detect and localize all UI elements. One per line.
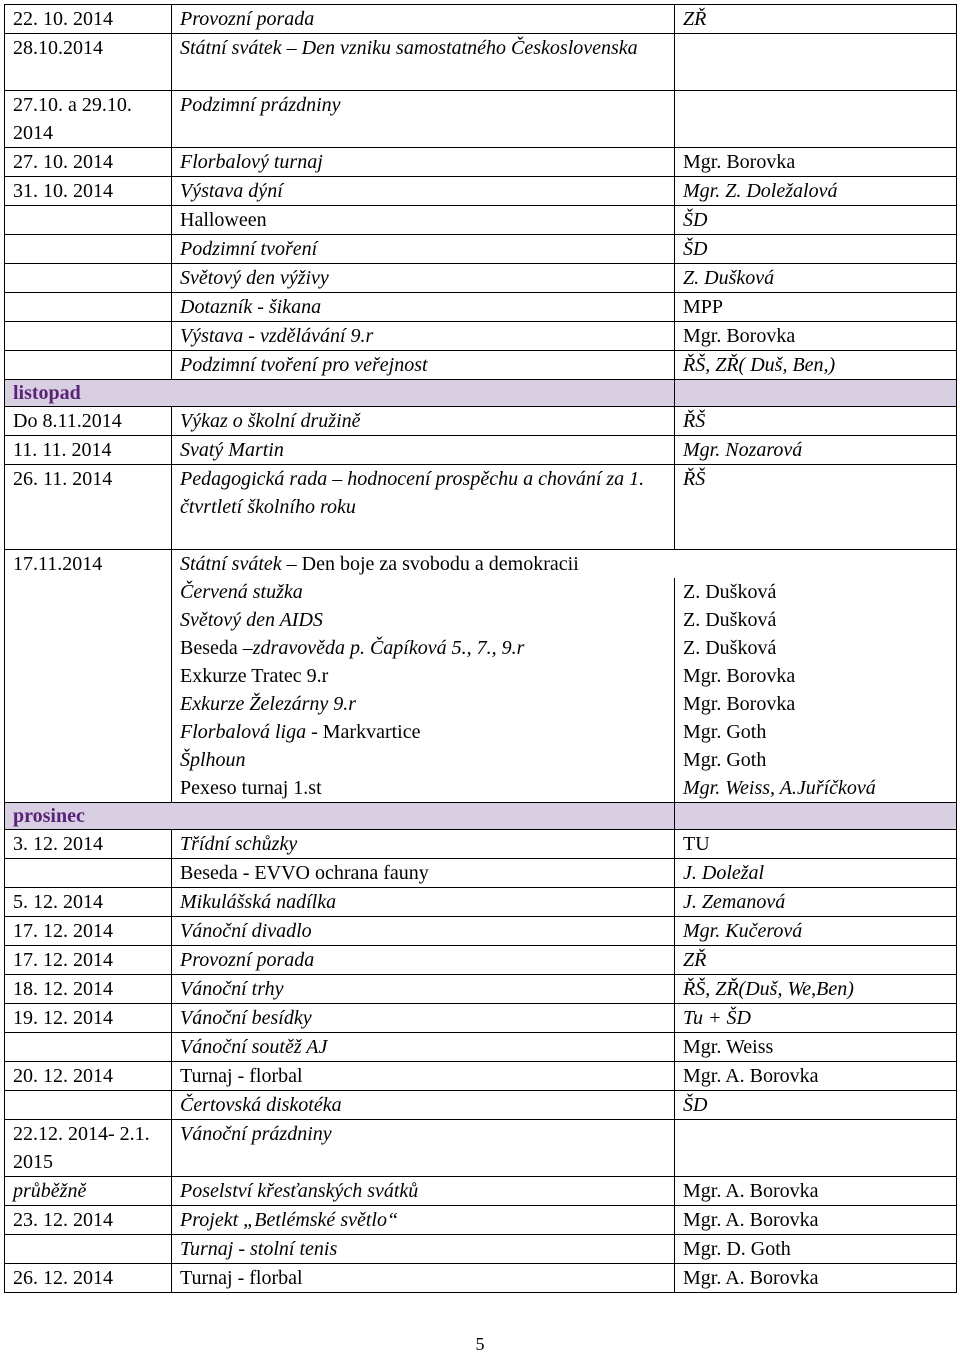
event-cell: Výkaz o školní družině xyxy=(172,407,675,436)
table-row xyxy=(5,550,957,579)
event-cell: Vánoční soutěž AJ xyxy=(172,1033,675,1062)
event-italic: zdravověda p. Čapíková 5., 7., 9.r xyxy=(252,637,525,659)
table-row xyxy=(5,34,957,91)
event-cell: Podzimní tvoření xyxy=(172,235,675,264)
responsible-cell: Mgr. Kučerová xyxy=(675,917,957,946)
event-cell xyxy=(172,634,675,662)
responsible-cell: ŘŠ xyxy=(675,407,957,436)
responsible-cell: Mgr. A. Borovka xyxy=(675,1264,957,1293)
month-blank-cell xyxy=(675,803,957,830)
responsible-cell: Z. Dušková xyxy=(675,578,957,606)
table-row xyxy=(5,718,957,746)
date-cell: 31. 10. 2014 xyxy=(5,177,172,206)
table-row xyxy=(5,1206,957,1235)
date-cell: 17. 12. 2014 xyxy=(5,917,172,946)
event-cell: Florbalový turnaj xyxy=(172,148,675,177)
date-cell: 3. 12. 2014 xyxy=(5,830,172,859)
month-header-row xyxy=(5,380,957,407)
responsible-cell: TU xyxy=(675,830,957,859)
date-cell xyxy=(5,634,172,662)
date-cell xyxy=(5,746,172,774)
event-cell: Výstava - vzdělávání 9.r xyxy=(172,322,675,351)
date-cell xyxy=(5,293,172,322)
responsible-cell: Mgr. Weiss, A.Juříčková xyxy=(675,774,957,803)
date-cell: 18. 12. 2014 xyxy=(5,975,172,1004)
date-cell xyxy=(5,264,172,293)
table-row xyxy=(5,148,957,177)
table-row xyxy=(5,888,957,917)
table-row xyxy=(5,917,957,946)
date-cell xyxy=(5,206,172,235)
table-row xyxy=(5,436,957,465)
event-cell: Pedagogická rada – hodnocení prospěchu a chování za 1. čtvrtletí školního roku xyxy=(172,465,675,550)
event-rest: – Den boje za svobodu a demokracii xyxy=(281,553,579,575)
date-cell: 26. 11. 2014 xyxy=(5,465,172,550)
responsible-cell: ŠD xyxy=(675,206,957,235)
event-cell: Vánoční besídky xyxy=(172,1004,675,1033)
responsible-cell: ZŘ xyxy=(675,946,957,975)
event-cell: Poselství křesťanských svátků xyxy=(172,1177,675,1206)
responsible-cell xyxy=(675,1120,957,1177)
date-cell: 17.11.2014 xyxy=(5,550,172,579)
date-cell: 17. 12. 2014 xyxy=(5,946,172,975)
date-cell: 20. 12. 2014 xyxy=(5,1062,172,1091)
responsible-cell: Mgr. Borovka xyxy=(675,662,957,690)
event-italic: Turnaj - stolní tenis xyxy=(180,1238,338,1260)
table-row xyxy=(5,774,957,803)
table-row xyxy=(5,975,957,1004)
event-cell: Provozní porada xyxy=(172,946,675,975)
table-row xyxy=(5,859,957,888)
responsible-cell: Tu + ŠD xyxy=(675,1004,957,1033)
date-cell xyxy=(5,718,172,746)
page-number: 5 xyxy=(475,1334,485,1354)
event-cell: Červená stužka xyxy=(172,578,675,606)
date-cell xyxy=(5,235,172,264)
responsible-cell: MPP xyxy=(675,293,957,322)
table-row xyxy=(5,1235,957,1264)
date-cell xyxy=(5,1091,172,1120)
event-cell: Exkurze Tratec 9.r xyxy=(172,662,675,690)
table-row xyxy=(5,1033,957,1062)
responsible-cell: Mgr. Z. Doležalová xyxy=(675,177,957,206)
date-cell: průběžně xyxy=(5,1177,172,1206)
date-cell: 23. 12. 2014 xyxy=(5,1206,172,1235)
table-row xyxy=(5,5,957,34)
event-cell: Čertovská diskotéka xyxy=(172,1091,675,1120)
responsible-cell: Mgr. Borovka xyxy=(675,148,957,177)
responsible-cell: ŘŠ, ZŘ(Duš, We,Ben) xyxy=(675,975,957,1004)
event-cell xyxy=(172,1235,675,1264)
table-row xyxy=(5,634,957,662)
table-row xyxy=(5,662,957,690)
responsible-cell xyxy=(675,34,957,91)
table-row xyxy=(5,1177,957,1206)
responsible-cell: Mgr. A. Borovka xyxy=(675,1177,957,1206)
event-cell: Turnaj - florbal xyxy=(172,1062,675,1091)
month-blank-cell xyxy=(675,380,957,407)
table-row xyxy=(5,578,957,606)
event-italic: Florbalová liga xyxy=(180,721,307,743)
responsible-cell xyxy=(675,91,957,148)
table-row xyxy=(5,264,957,293)
date-cell: 5. 12. 2014 xyxy=(5,888,172,917)
table-row xyxy=(5,206,957,235)
event-cell: Pexeso turnaj 1.st xyxy=(172,774,675,803)
date-cell: 27. 10. 2014 xyxy=(5,148,172,177)
responsible-cell: ŠD xyxy=(675,235,957,264)
date-cell: 22.12. 2014- 2.1. 2015 xyxy=(5,1120,172,1177)
event-cell: Podzimní prázdniny xyxy=(172,91,675,148)
date-cell: 26. 12. 2014 xyxy=(5,1264,172,1293)
event-cell: Podzimní tvoření pro veřejnost xyxy=(172,351,675,380)
date-cell xyxy=(5,1033,172,1062)
responsible-cell: ZŘ xyxy=(675,5,957,34)
table-row xyxy=(5,293,957,322)
table-row xyxy=(5,351,957,380)
responsible-cell: Z. Dušková xyxy=(675,634,957,662)
event-cell: Dotazník - šikana xyxy=(172,293,675,322)
table-row xyxy=(5,1264,957,1293)
date-cell: 28.10.2014 xyxy=(5,34,172,91)
responsible-cell: Mgr. Borovka xyxy=(675,690,957,718)
event-cell: Vánoční divadlo xyxy=(172,917,675,946)
event-cell: Provozní porada xyxy=(172,5,675,34)
event-cell: Halloween xyxy=(172,206,675,235)
event-cell: Šplhoun xyxy=(172,746,675,774)
event-cell: Projekt „Betlémské světlo“ xyxy=(172,1206,675,1235)
schedule-table xyxy=(4,4,957,1293)
date-cell xyxy=(5,578,172,606)
responsible-cell: ŠD xyxy=(675,1091,957,1120)
responsible-cell: Z. Dušková xyxy=(675,606,957,634)
table-row xyxy=(5,235,957,264)
event-cell: Mikulášská nadílka xyxy=(172,888,675,917)
date-cell: Do 8.11.2014 xyxy=(5,407,172,436)
event-cell: Turnaj - florbal xyxy=(172,1264,675,1293)
month-label: listopad xyxy=(5,380,675,407)
date-cell xyxy=(5,690,172,718)
responsible-cell: Mgr. Borovka xyxy=(675,322,957,351)
event-rest: - Markvartice xyxy=(306,721,421,743)
table-row xyxy=(5,322,957,351)
event-cell: Exkurze Železárny 9.r xyxy=(172,690,675,718)
date-cell xyxy=(5,774,172,803)
table-row xyxy=(5,746,957,774)
responsible-cell: J. Doležal xyxy=(675,859,957,888)
month-header-row xyxy=(5,803,957,830)
table-row xyxy=(5,1004,957,1033)
date-cell xyxy=(5,662,172,690)
event-cell: Světový den výživy xyxy=(172,264,675,293)
table-row xyxy=(5,1091,957,1120)
event-cell: Výstava dýní xyxy=(172,177,675,206)
event-cell: Beseda - EVVO ochrana fauny xyxy=(172,859,675,888)
event-cell: Světový den AIDS xyxy=(172,606,675,634)
responsible-cell: Mgr. Goth xyxy=(675,718,957,746)
responsible-cell: ŘŠ, ZŘ( Duš, Ben,) xyxy=(675,351,957,380)
event-cell: Třídní schůzky xyxy=(172,830,675,859)
date-cell xyxy=(5,322,172,351)
event-cell xyxy=(172,550,957,579)
table-row xyxy=(5,606,957,634)
date-cell xyxy=(5,859,172,888)
table-row xyxy=(5,1062,957,1091)
responsible-cell: Mgr. A. Borovka xyxy=(675,1206,957,1235)
table-row xyxy=(5,946,957,975)
responsible-cell: Mgr. Nozarová xyxy=(675,436,957,465)
date-cell xyxy=(5,1235,172,1264)
responsible-cell: ŘŠ xyxy=(675,465,957,550)
responsible-cell: Mgr. D. Goth xyxy=(675,1235,957,1264)
event-cell: Svatý Martin xyxy=(172,436,675,465)
responsible-cell: Z. Dušková xyxy=(675,264,957,293)
date-cell: 19. 12. 2014 xyxy=(5,1004,172,1033)
responsible-cell: Mgr. Weiss xyxy=(675,1033,957,1062)
responsible-cell: Mgr. Goth xyxy=(675,746,957,774)
date-cell: 27.10. a 29.10. 2014 xyxy=(5,91,172,148)
table-row xyxy=(5,1120,957,1177)
table-row xyxy=(5,177,957,206)
responsible-cell: Mgr. A. Borovka xyxy=(675,1062,957,1091)
event-cell: Vánoční trhy xyxy=(172,975,675,1004)
table-row xyxy=(5,91,957,148)
table-row xyxy=(5,830,957,859)
table-row xyxy=(5,690,957,718)
event-cell: Vánoční prázdniny xyxy=(172,1120,675,1177)
date-cell: 22. 10. 2014 xyxy=(5,5,172,34)
event-plain: Beseda – xyxy=(180,637,253,659)
table-row xyxy=(5,407,957,436)
responsible-cell: J. Zemanová xyxy=(675,888,957,917)
event-cell xyxy=(172,718,675,746)
date-cell xyxy=(5,606,172,634)
month-label: prosinec xyxy=(5,803,675,830)
event-cell: Státní svátek – Den vzniku samostatného Československa xyxy=(172,34,675,91)
event-italic: Státní svátek xyxy=(180,553,282,575)
table-row xyxy=(5,465,957,550)
date-cell: 11. 11. 2014 xyxy=(5,436,172,465)
date-cell xyxy=(5,351,172,380)
